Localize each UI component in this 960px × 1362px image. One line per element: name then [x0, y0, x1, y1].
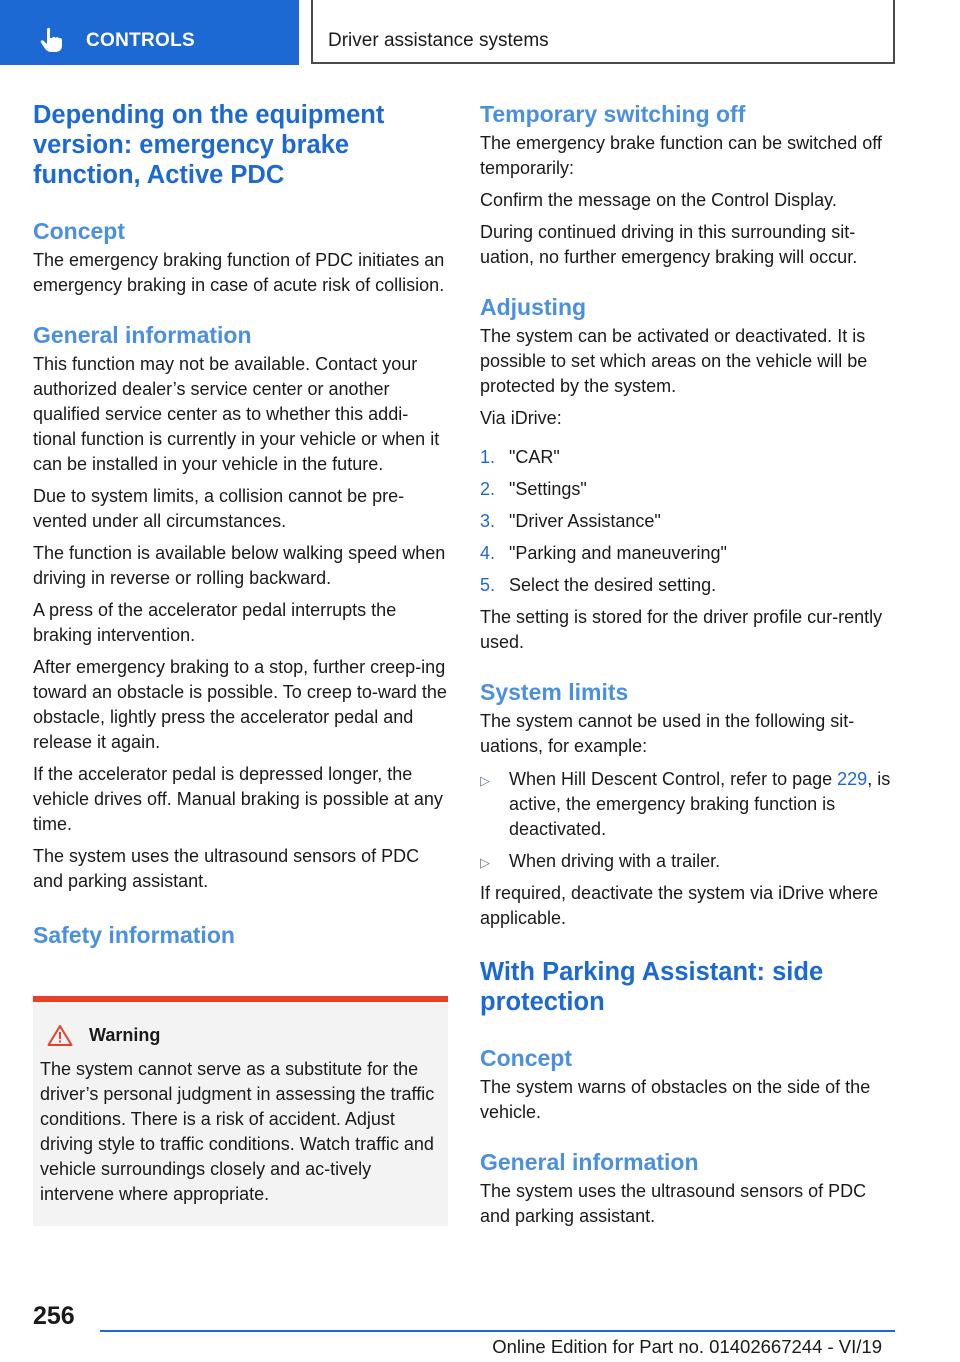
warning-triangle-icon	[47, 1024, 73, 1046]
step-number: 4.	[480, 543, 496, 563]
step-item	[480, 573, 898, 598]
footer-edition: Online Edition for Part no. 01402667244 - VI/19	[492, 1336, 882, 1357]
step-number: 1.	[480, 447, 496, 467]
general-paragraph: The system uses the ultrasound sensors of PDC and parking assistant.	[33, 846, 420, 891]
general-paragraph: If the accelerator pedal is depressed longer, the vehicle drives off. Manual braking is possible at any time.	[33, 764, 443, 834]
hand-pointer-icon	[38, 27, 66, 53]
warning-box	[33, 996, 448, 1226]
adjusting-steps	[480, 445, 898, 598]
list-item	[480, 849, 898, 874]
step-text: Select the desired setting.	[509, 575, 717, 595]
list-item	[480, 767, 898, 842]
section-label: CONTROLS	[86, 30, 196, 51]
warning-header	[41, 1024, 160, 1046]
system-limits-heading: System limits	[480, 679, 629, 705]
step-item	[480, 477, 898, 502]
concept-heading: Concept	[33, 218, 125, 244]
step-text: "CAR"	[509, 447, 560, 467]
safety-heading: Safety information	[33, 922, 235, 948]
chapter-header	[311, 0, 895, 64]
adjusting-via: Via iDrive:	[480, 408, 562, 428]
general-paragraph: The function is available below walking speed when driving in reverse or rolling backward.	[33, 543, 446, 588]
step-number: 2.	[480, 479, 496, 499]
side-general-heading: General information	[480, 1149, 699, 1175]
adjusting-outro: The setting is stored for the driver profile cur-rently used.	[480, 607, 883, 652]
temp-off-heading: Temporary switching off	[480, 101, 746, 127]
bullet-triangle-icon: ▷	[480, 773, 490, 788]
limits-list	[480, 767, 898, 874]
general-paragraph: After emergency braking to a stop, further creep-ing toward an obstacle is possible. To creep to-ward the obstacle, lightly press the accelerator pedal and release it again.	[33, 657, 447, 752]
footer-divider	[100, 1330, 895, 1332]
adjusting-intro: The system can be activated or deactivated. It is possible to set which areas on the vehicle will be protected by the system.	[480, 326, 868, 396]
side-concept-heading: Concept	[480, 1045, 572, 1071]
step-item	[480, 445, 898, 470]
temp-off-paragraph: During continued driving in this surrounding sit-uation, no further emergency braking will occur.	[480, 222, 858, 267]
temp-off-paragraph: Confirm the message on the Control Display.	[480, 190, 837, 210]
step-item	[480, 541, 898, 566]
step-number: 5.	[480, 575, 496, 595]
step-text: "Parking and maneuvering"	[509, 543, 727, 563]
section-tab[interactable]	[0, 0, 299, 65]
right-column	[480, 100, 898, 1229]
bullet-triangle-icon: ▷	[480, 855, 490, 870]
chapter-label: Driver assistance systems	[328, 30, 549, 51]
general-paragraph: Due to system limits, a collision cannot be pre-vented under all circumstances.	[33, 486, 405, 531]
general-paragraph: A press of the accelerator pedal interrupts the braking intervention.	[33, 600, 397, 645]
temp-off-paragraph: The emergency brake function can be switched off temporarily:	[480, 133, 882, 178]
limits-outro: If required, deactivate the system via iDrive where applicable.	[480, 883, 879, 928]
concept-text: The emergency braking function of PDC initiates an emergency braking in case of acute risk of collision.	[33, 250, 445, 295]
limits-intro: The system cannot be used in the following sit-uations, for example:	[480, 711, 855, 756]
adjusting-heading: Adjusting	[480, 294, 587, 320]
bullet-text: When driving with a trailer.	[509, 851, 721, 871]
bullet-text: When Hill Descent Control, refer to page	[509, 769, 838, 789]
step-number: 3.	[480, 511, 496, 531]
step-text: "Settings"	[509, 479, 587, 499]
step-text: "Driver Assistance"	[509, 511, 661, 531]
general-info-heading: General information	[33, 322, 252, 348]
left-column	[33, 100, 451, 949]
side-concept-text: The system warns of obstacles on the side of the vehicle.	[480, 1077, 871, 1122]
warning-text: The system cannot serve as a substitute for the driver’s personal judgment in assessing the traffic conditions. There is a risk of accident. Adjust driving style to traffic conditions. Watch traffic and vehicle surroundings closely and ac-tively intervene where appropriate.	[40, 1059, 435, 1204]
page-link[interactable]: 229	[837, 769, 868, 789]
main-heading: Depending on the equipment version: emergency brake function, Active PDC	[33, 101, 385, 189]
bullet-text: , is active, the emergency braking function is deactivated.	[509, 769, 891, 839]
side-general-text: The system uses the ultrasound sensors of PDC and parking assistant.	[480, 1181, 867, 1226]
side-protection-heading: With Parking Assistant: side protection	[480, 958, 824, 1016]
page-number: 256	[33, 1302, 75, 1330]
step-item	[480, 509, 898, 534]
warning-title: Warning	[89, 1024, 161, 1045]
general-paragraph: This function may not be available. Contact your authorized dealer’s service center or another qualified service center as to whether this addi-tional function is currently in your vehicle or when it can be installed in your vehicle in the future.	[33, 354, 440, 474]
